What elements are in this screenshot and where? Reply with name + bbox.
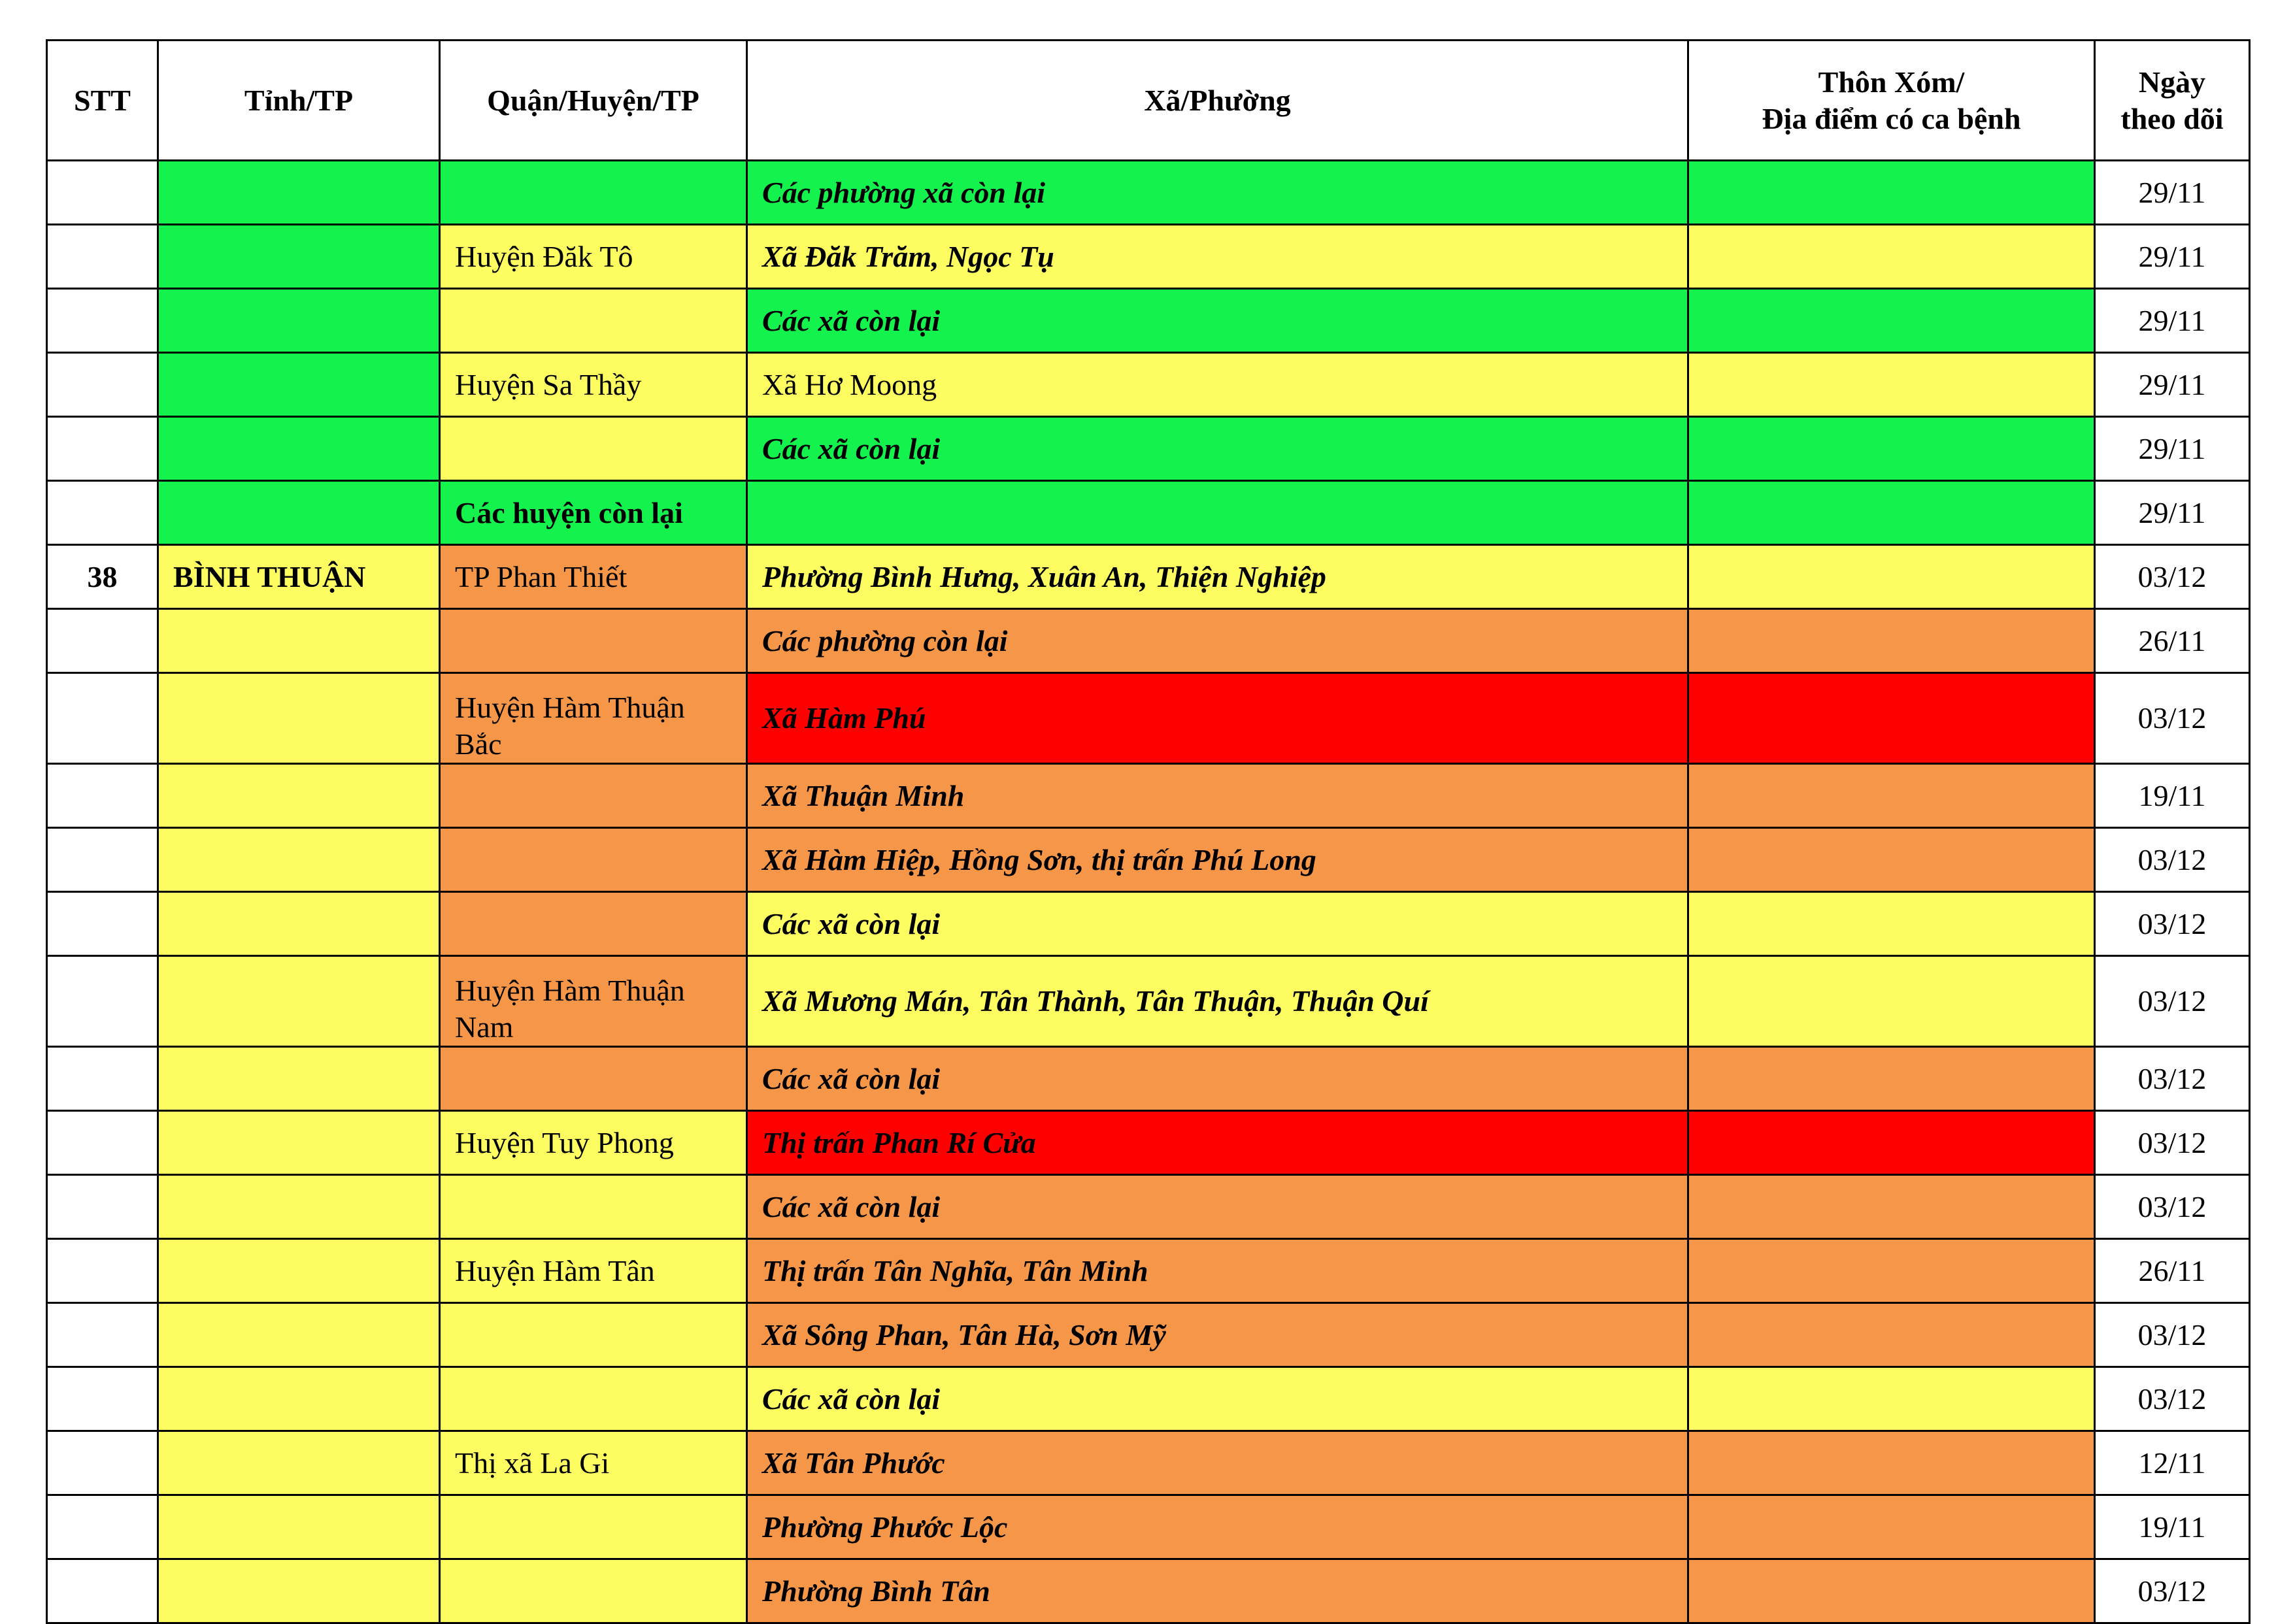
ward-cell: Các xã còn lại — [747, 1047, 1688, 1111]
province-cell — [158, 353, 440, 417]
stt-cell — [47, 956, 158, 1047]
province-cell — [158, 1367, 440, 1431]
ward-cell: Các xã còn lại — [747, 417, 1688, 481]
ward-cell: Các xã còn lại — [747, 1367, 1688, 1431]
ward-cell: Xã Thuận Minh — [747, 764, 1688, 828]
ward-cell: Thị trấn Phan Rí Cửa — [747, 1111, 1688, 1175]
hamlet-cell — [1688, 417, 2095, 481]
table-row — [47, 956, 2250, 1047]
district-cell — [440, 1303, 747, 1367]
header-hamlet — [1688, 41, 2095, 161]
ward-cell — [747, 481, 1688, 545]
hamlet-cell — [1688, 1431, 2095, 1495]
district-cell — [440, 892, 747, 956]
date-cell: 29/11 — [2095, 225, 2250, 289]
ward-cell: Thị trấn Tân Nghĩa, Tân Minh — [747, 1239, 1688, 1303]
district-cell — [440, 1495, 747, 1559]
table-row — [47, 1495, 2250, 1559]
stt-cell — [47, 1367, 158, 1431]
date-cell: 29/11 — [2095, 289, 2250, 353]
hamlet-cell — [1688, 481, 2095, 545]
province-cell — [158, 609, 440, 673]
header-date-line1: Ngày — [2138, 65, 2206, 99]
province-cell — [158, 956, 440, 1047]
date-cell: 03/12 — [2095, 1559, 2250, 1623]
date-cell: 03/12 — [2095, 892, 2250, 956]
table-row — [47, 892, 2250, 956]
stt-cell — [47, 417, 158, 481]
stt-cell — [47, 1559, 158, 1623]
date-cell: 19/11 — [2095, 1495, 2250, 1559]
province-cell — [158, 1175, 440, 1239]
ward-cell: Các xã còn lại — [747, 289, 1688, 353]
hamlet-cell — [1688, 956, 2095, 1047]
hamlet-cell — [1688, 828, 2095, 892]
date-cell: 03/12 — [2095, 1175, 2250, 1239]
stt-cell — [47, 1111, 158, 1175]
district-cell — [440, 289, 747, 353]
date-cell: 29/11 — [2095, 353, 2250, 417]
stt-cell: 38 — [47, 545, 158, 609]
stt-cell — [47, 1239, 158, 1303]
stt-cell — [47, 892, 158, 956]
table-body — [47, 161, 2250, 1623]
district-cell — [440, 161, 747, 225]
stt-cell — [47, 481, 158, 545]
hamlet-cell — [1688, 609, 2095, 673]
district-cell — [440, 1047, 747, 1111]
ward-cell: Xã Hàm Phú — [747, 673, 1688, 764]
header-stt: STT — [47, 41, 158, 161]
date-cell: 03/12 — [2095, 1047, 2250, 1111]
date-cell: 29/11 — [2095, 481, 2250, 545]
header-hamlet-line1: Thôn Xóm/ — [1818, 65, 1965, 99]
hamlet-cell — [1688, 892, 2095, 956]
hamlet-cell — [1688, 1175, 2095, 1239]
header-ward: Xã/Phường — [747, 41, 1688, 161]
district-cell: Huyện Tuy Phong — [440, 1111, 747, 1175]
district-cell: Huyện Hàm Thuận Bắc — [440, 673, 747, 764]
stt-cell — [47, 1495, 158, 1559]
province-cell — [158, 673, 440, 764]
table-row — [47, 828, 2250, 892]
date-cell: 03/12 — [2095, 1111, 2250, 1175]
province-cell — [158, 1239, 440, 1303]
ward-cell: Các xã còn lại — [747, 892, 1688, 956]
stt-cell — [47, 609, 158, 673]
header-hamlet-line2: Địa điểm có ca bệnh — [1762, 101, 2021, 135]
district-cell: TP Phan Thiết — [440, 545, 747, 609]
hamlet-cell — [1688, 764, 2095, 828]
district-cell — [440, 1559, 747, 1623]
hamlet-cell — [1688, 1111, 2095, 1175]
date-cell: 26/11 — [2095, 609, 2250, 673]
hamlet-cell — [1688, 289, 2095, 353]
table-row — [47, 353, 2250, 417]
hamlet-cell — [1688, 1047, 2095, 1111]
stt-cell — [47, 764, 158, 828]
ward-cell: Phường Bình Tân — [747, 1559, 1688, 1623]
hamlet-cell — [1688, 1303, 2095, 1367]
date-cell: 03/12 — [2095, 673, 2250, 764]
province-cell — [158, 1303, 440, 1367]
date-cell: 03/12 — [2095, 1303, 2250, 1367]
date-cell: 19/11 — [2095, 764, 2250, 828]
date-cell: 03/12 — [2095, 956, 2250, 1047]
stt-cell — [47, 161, 158, 225]
district-cell — [440, 609, 747, 673]
date-cell: 26/11 — [2095, 1239, 2250, 1303]
hamlet-cell — [1688, 1559, 2095, 1623]
table-row — [47, 764, 2250, 828]
ward-cell: Các phường còn lại — [747, 609, 1688, 673]
date-cell: 29/11 — [2095, 417, 2250, 481]
district-cell: Huyện Sa Thầy — [440, 353, 747, 417]
district-cell — [440, 828, 747, 892]
header-date-line2: theo dõi — [2120, 101, 2224, 135]
date-cell: 03/12 — [2095, 545, 2250, 609]
hamlet-cell — [1688, 225, 2095, 289]
table-row — [47, 1111, 2250, 1175]
stt-cell — [47, 673, 158, 764]
header-district: Quận/Huyện/TP — [440, 41, 747, 161]
district-cell: Các huyện còn lại — [440, 481, 747, 545]
ward-cell: Phường Bình Hưng, Xuân An, Thiện Nghiệp — [747, 545, 1688, 609]
stt-cell — [47, 225, 158, 289]
district-cell — [440, 1175, 747, 1239]
hamlet-cell — [1688, 161, 2095, 225]
ward-cell: Xã Tân Phước — [747, 1431, 1688, 1495]
header-date — [2095, 41, 2250, 161]
province-cell — [158, 1495, 440, 1559]
district-cell — [440, 764, 747, 828]
district-cell: Thị xã La Gi — [440, 1431, 747, 1495]
ward-cell: Phường Phước Lộc — [747, 1495, 1688, 1559]
table-row — [47, 1559, 2250, 1623]
province-cell — [158, 1559, 440, 1623]
province-cell — [158, 1111, 440, 1175]
province-cell — [158, 481, 440, 545]
hamlet-cell — [1688, 1495, 2095, 1559]
table-row — [47, 289, 2250, 353]
district-cell: Huyện Hàm Thuận Nam — [440, 956, 747, 1047]
ward-cell: Xã Mương Mán, Tân Thành, Tân Thuận, Thuận Quí — [747, 956, 1688, 1047]
header-row — [47, 41, 2250, 161]
province-cell: BÌNH THUẬN — [158, 545, 440, 609]
hamlet-cell — [1688, 1367, 2095, 1431]
province-cell — [158, 225, 440, 289]
ward-cell: Các xã còn lại — [747, 1175, 1688, 1239]
ward-cell: Xã Đăk Trăm, Ngọc Tụ — [747, 225, 1688, 289]
table-row — [47, 1303, 2250, 1367]
table-row — [47, 1431, 2250, 1495]
province-cell — [158, 1047, 440, 1111]
table-row — [47, 609, 2250, 673]
province-cell — [158, 764, 440, 828]
district-cell: Huyện Hàm Tân — [440, 1239, 747, 1303]
province-cell — [158, 892, 440, 956]
stt-cell — [47, 1047, 158, 1111]
date-cell: 03/12 — [2095, 1367, 2250, 1431]
stt-cell — [47, 828, 158, 892]
hamlet-cell — [1688, 353, 2095, 417]
stt-cell — [47, 1431, 158, 1495]
hamlet-cell — [1688, 545, 2095, 609]
table-row — [47, 225, 2250, 289]
district-cell — [440, 1367, 747, 1431]
table-row — [47, 1239, 2250, 1303]
ward-cell: Xã Hơ Moong — [747, 353, 1688, 417]
table-row — [47, 673, 2250, 764]
date-cell: 12/11 — [2095, 1431, 2250, 1495]
hamlet-cell — [1688, 673, 2095, 764]
tracking-table — [46, 39, 2251, 1624]
stt-cell — [47, 289, 158, 353]
district-cell — [440, 417, 747, 481]
table-row — [47, 1367, 2250, 1431]
province-cell — [158, 1431, 440, 1495]
hamlet-cell — [1688, 1239, 2095, 1303]
stt-cell — [47, 353, 158, 417]
province-cell — [158, 161, 440, 225]
ward-cell: Xã Sông Phan, Tân Hà, Sơn Mỹ — [747, 1303, 1688, 1367]
table-row — [47, 161, 2250, 225]
table-row — [47, 481, 2250, 545]
table-row — [47, 545, 2250, 609]
district-cell: Huyện Đăk Tô — [440, 225, 747, 289]
province-cell — [158, 289, 440, 353]
ward-cell: Các phường xã còn lại — [747, 161, 1688, 225]
date-cell: 03/12 — [2095, 828, 2250, 892]
ward-cell: Xã Hàm Hiệp, Hồng Sơn, thị trấn Phú Long — [747, 828, 1688, 892]
table-row — [47, 1047, 2250, 1111]
stt-cell — [47, 1175, 158, 1239]
province-cell — [158, 417, 440, 481]
table-row — [47, 1175, 2250, 1239]
table-row — [47, 417, 2250, 481]
date-cell: 29/11 — [2095, 161, 2250, 225]
header-province: Tỉnh/TP — [158, 41, 440, 161]
stt-cell — [47, 1303, 158, 1367]
province-cell — [158, 828, 440, 892]
